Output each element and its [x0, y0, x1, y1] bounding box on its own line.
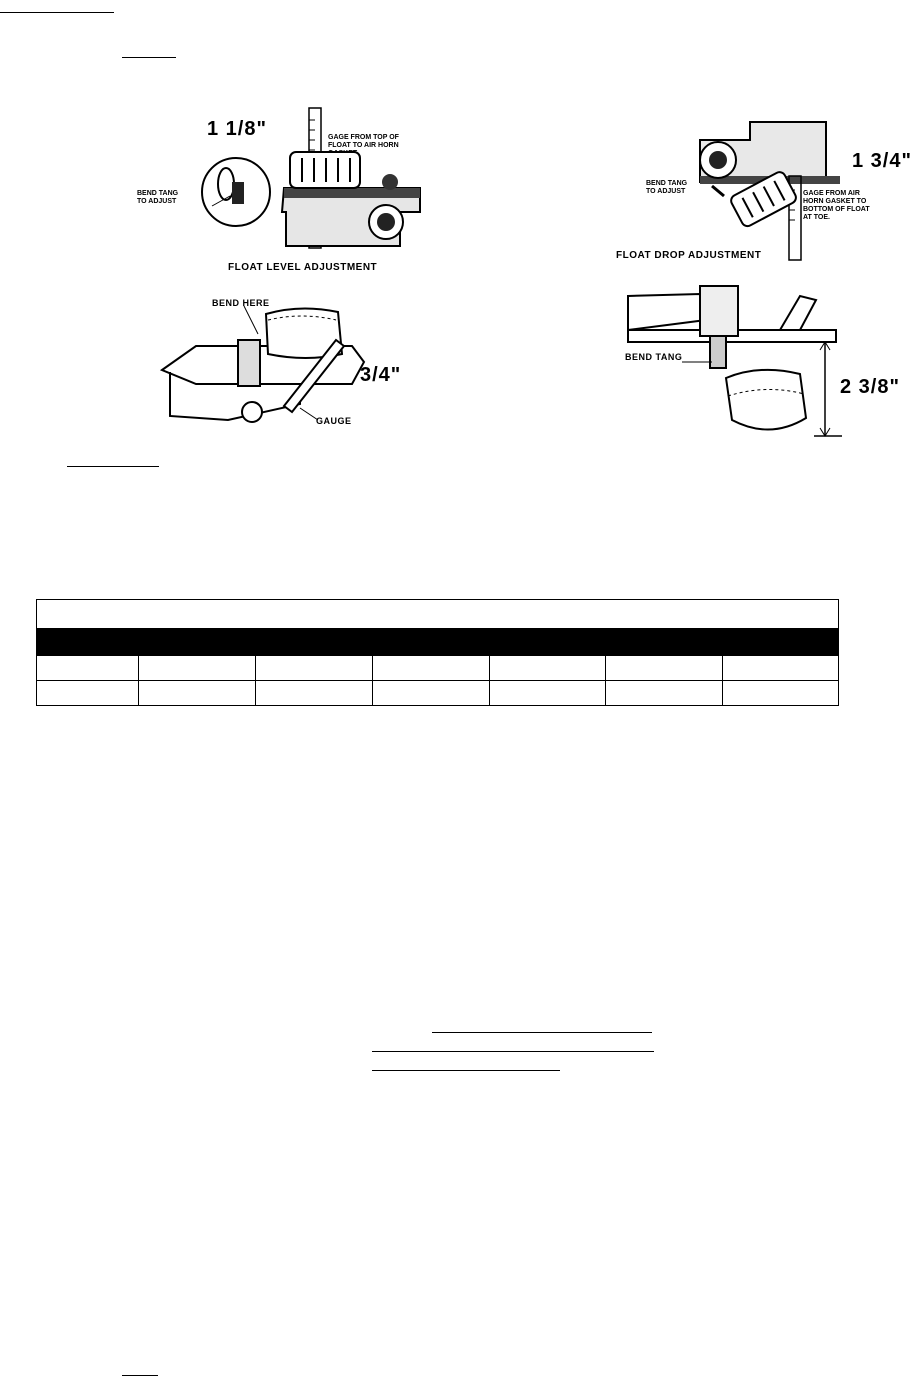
spec-table: [36, 599, 839, 706]
float-level-gage-note: GAGE FROM TOP OF FLOAT TO AIR HORN: [328, 134, 399, 149]
link-underline-3: [372, 1070, 560, 1071]
gauge-label: GAUGE: [316, 416, 352, 426]
float-drop-gage-note: GAGE FROM AIR HORN GASKET TO BOTTOM OF FLOAT AT TOE.: [803, 190, 870, 221]
link-underline-1: [432, 1032, 652, 1033]
link-underline-2: [372, 1051, 654, 1052]
float-drop-dimension: 1 3/4": [852, 150, 912, 172]
section-underline: [67, 466, 159, 467]
bend-tang-label: BEND TANG: [625, 352, 683, 362]
float-level-caption: FLOAT LEVEL ADJUSTMENT: [228, 262, 378, 273]
gauge-dimension: 3/4": [360, 364, 402, 386]
table-row: [37, 681, 839, 706]
table-row: [37, 656, 839, 681]
table-header-row: [37, 629, 839, 656]
bend-here-label: BEND HERE: [212, 298, 270, 308]
float-level-dimension: 1 1/8": [207, 118, 267, 140]
float-drop-tang-note: BEND TANG TO ADJUST: [646, 180, 688, 195]
table-title-row: [37, 600, 839, 629]
float-level-tang-note: BEND TANG TO ADJUST: [137, 190, 179, 205]
footer-underline: [122, 1375, 158, 1376]
float-drop-caption: FLOAT DROP ADJUSTMENT: [616, 250, 762, 261]
float-drop-alt-dimension: 2 3/8": [840, 376, 900, 398]
